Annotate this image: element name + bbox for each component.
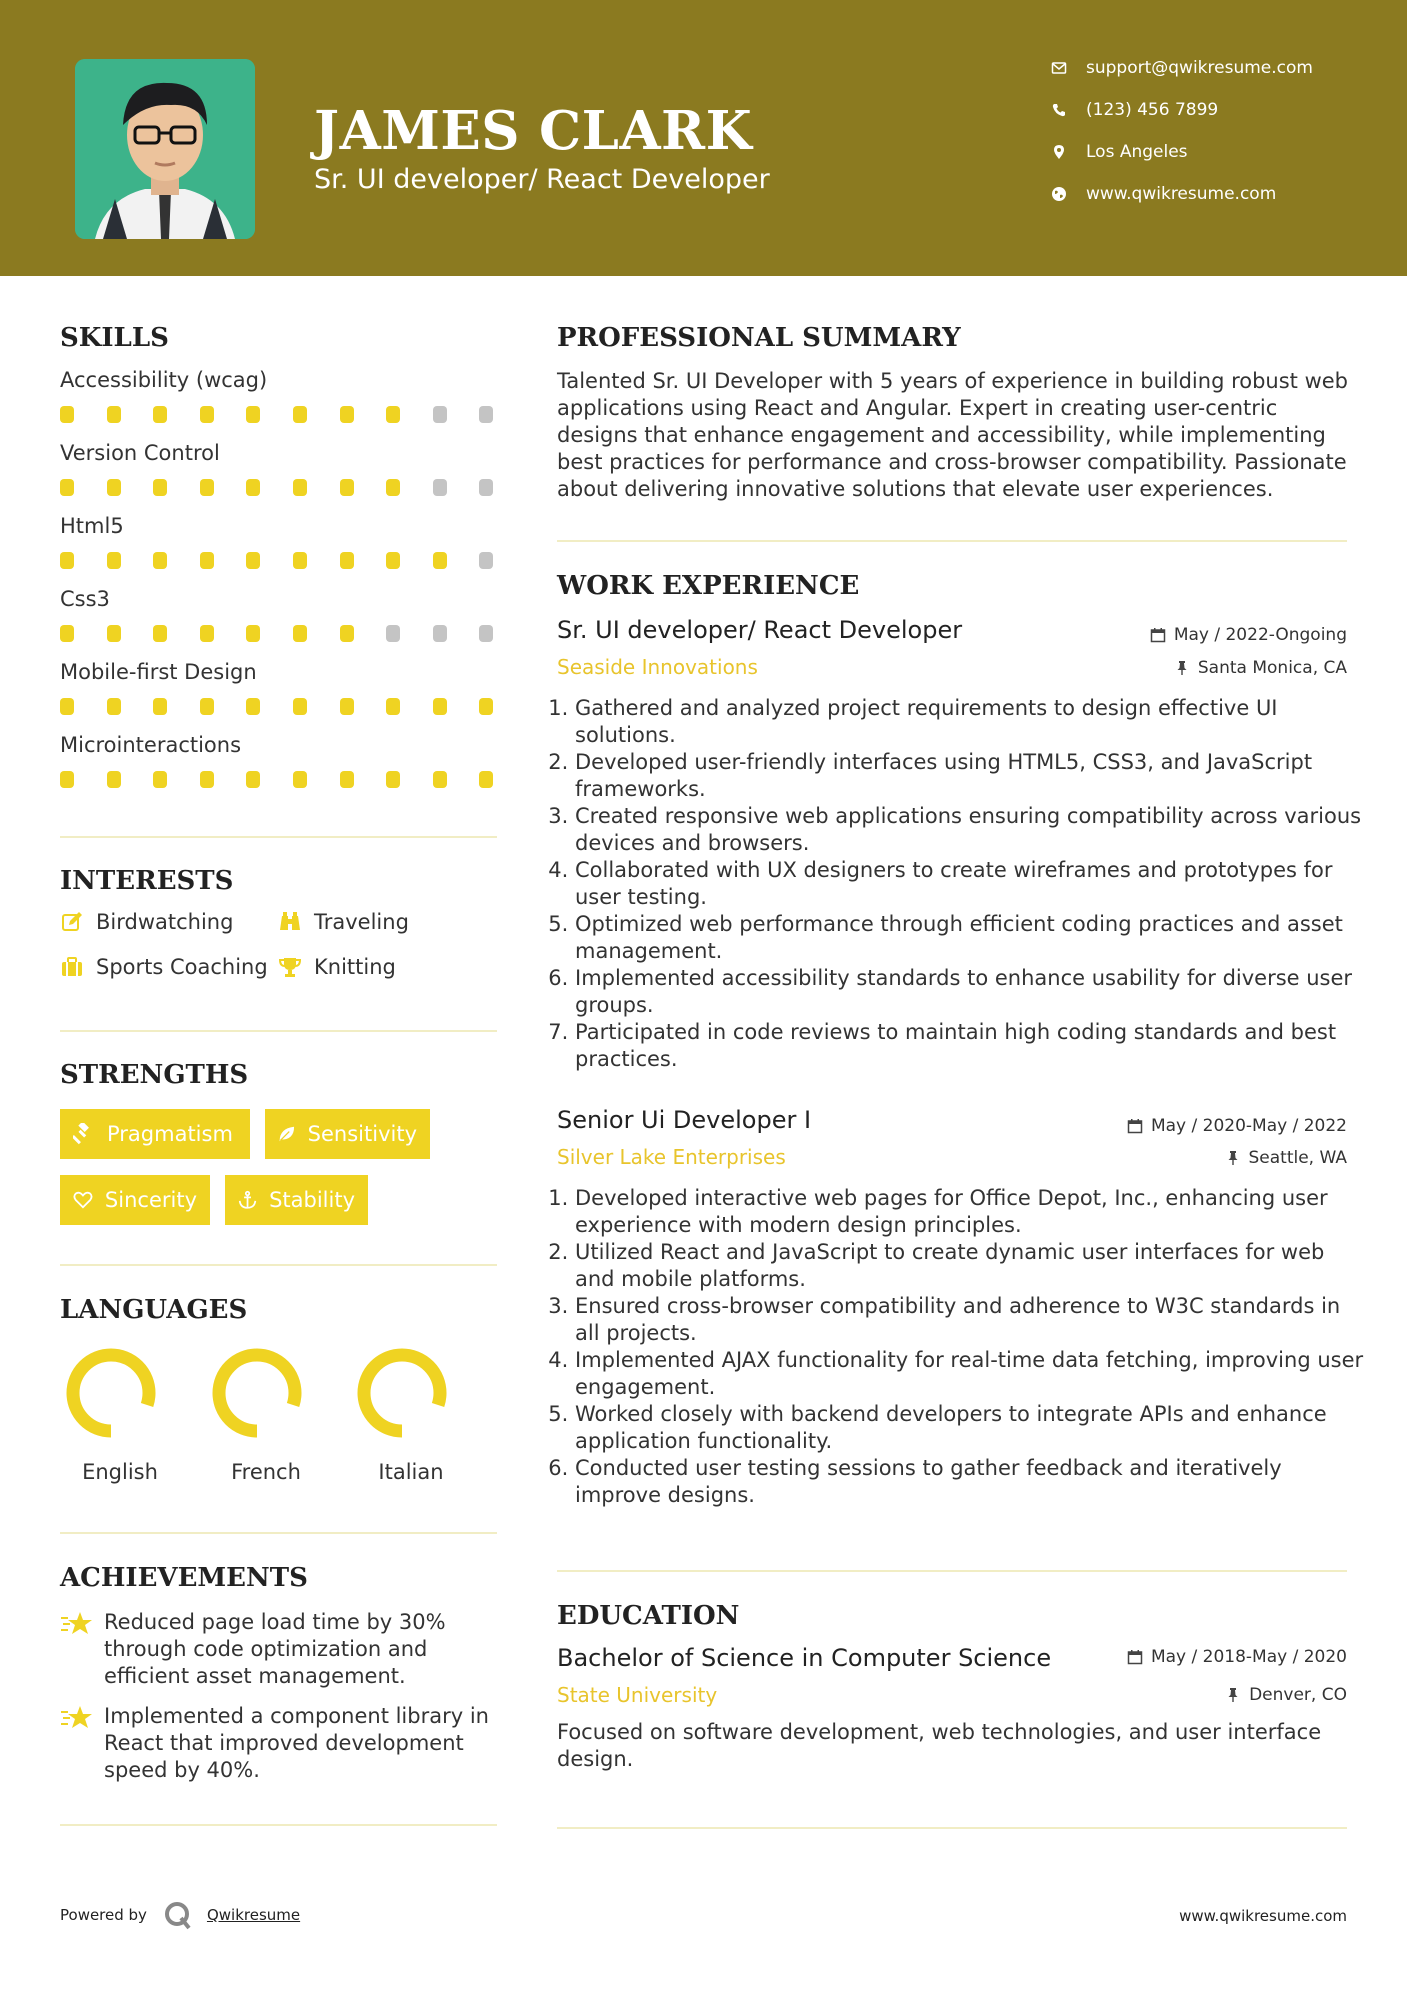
skill-rating-dot [246,698,260,715]
education-location [1225,1685,1347,1705]
job-location [1174,658,1347,678]
company-name: Seaside Innovations [557,655,758,679]
pushpin-icon [1174,660,1190,676]
skill-rating-dot [107,625,121,642]
skill-rating [60,771,500,789]
pushpin-icon [1225,1150,1241,1166]
interests-heading: INTERESTS [60,866,234,896]
interest-label: Sports Coaching [96,955,268,979]
interest-item [60,955,268,979]
skill-label: Microinteractions [60,733,242,757]
skill-rating-dot [479,771,493,788]
summary-heading: PROFESSIONAL SUMMARY [557,323,961,353]
education-dates [1127,1647,1347,1667]
skill-rating-dot [107,771,121,788]
skill-rating-dot [60,698,74,715]
skill-rating-dot [153,552,167,569]
phone-icon [1050,101,1068,119]
skill-rating-dot [60,479,74,496]
job-dates [1127,1116,1347,1136]
summary-text: Talented Sr. UI Developer with 5 years of experience in building robust web applications using React and Angular. Expert in creating user-centric designs that enhance engagement and accessibility, while implementing best practices for performance and cross-browser compatibility. Passionate about delivering innovative solutions that elevate user experiences. [557,369,1349,501]
interest-label: Birdwatching [96,910,234,934]
anchor-icon [238,1189,257,1211]
skill-rating-dot [246,406,260,423]
job-bullet: 2. Utilized React and JavaScript to create dynamic user interfaces for web and mobile platforms. [575,1239,1365,1293]
job-location-text: Seattle, WA [1248,1148,1347,1168]
strength-label: Sensitivity [307,1122,417,1146]
education-heading: EDUCATION [557,1601,740,1631]
skill-rating-dot [340,552,354,569]
language-level-arc [73,1355,149,1431]
achievements-divider [60,1824,497,1826]
achievement-text: Implemented a component library in React that improved development speed by 40%. [104,1704,489,1782]
school-name: State University [557,1683,718,1707]
skill-rating-dot [386,771,400,788]
skill-rating-dot [246,479,260,496]
skill-rating-dot [246,625,260,642]
job-bullet: 1. Gathered and analyzed project requirements to design effective UI solutions. [575,695,1365,749]
job-dates-text: May / 2020-May / 2022 [1150,1116,1347,1136]
languages-heading: LANGUAGES [60,1295,248,1325]
language-level-ring [211,1347,303,1439]
strengths-heading: STRENGTHS [60,1060,249,1090]
skill-rating-dot [293,625,307,642]
strength-badge [265,1109,430,1159]
skill-rating-dot [386,698,400,715]
skill-rating-dot [200,698,214,715]
skill-rating-dot [293,698,307,715]
skill-rating-dot [479,479,493,496]
skill-rating [60,406,500,424]
skill-rating-dot [433,698,447,715]
candidate-title: Sr. UI developer/ React Developer [314,164,770,195]
job-bullets [557,1185,1365,1509]
job-bullet: 5. Worked closely with backend developers to integrate APIs and enhance application functionality. [575,1401,1365,1455]
skill-rating-dot [479,406,493,423]
skill-rating-dot [479,552,493,569]
job-title: Sr. UI developer/ React Developer [557,616,963,644]
skill-rating-dot [246,771,260,788]
skill-rating-dot [60,552,74,569]
strength-label: Pragmatism [107,1122,233,1146]
skill-label: Version Control [60,441,220,465]
star-icon [60,1609,94,1639]
calendar-icon [1127,1118,1143,1134]
job-bullets [557,695,1365,1073]
pushpin-icon [1225,1687,1241,1703]
skill-rating [60,698,500,716]
leaf-icon [278,1123,296,1145]
skill-rating-dot [200,479,214,496]
language-label: English [82,1460,158,1484]
star-icon [60,1703,94,1733]
skill-rating-dot [433,406,447,423]
job-bullet: 6. Implemented accessibility standards to enhance usability for diverse user groups. [575,965,1365,1019]
job-bullet: 2. Developed user-friendly interfaces using HTML5, CSS3, and JavaScript frameworks. [575,749,1365,803]
skill-rating-dot [433,479,447,496]
language-level-arc [219,1355,295,1431]
contact-location-text: Los Angeles [1086,142,1188,162]
skill-rating-dot [433,771,447,788]
education-location-text: Denver, CO [1249,1685,1347,1705]
qwikresume-link[interactable]: Qwikresume [206,1906,301,1924]
envelope-icon [1050,59,1068,77]
strength-badge [60,1175,210,1225]
contact-phone[interactable] [1050,100,1218,120]
candidate-name: JAMES CLARK [314,100,753,162]
achievement-item [60,1609,500,1690]
education-divider [557,1827,1347,1829]
skill-rating-dot [386,479,400,496]
skill-rating-dot [60,625,74,642]
skill-rating-dot [293,552,307,569]
calendar-icon [1127,1649,1143,1665]
language-label: Italian [378,1460,444,1484]
language-level-arc [364,1355,440,1431]
contact-website-text: www.qwikresume.com [1086,184,1277,204]
skill-rating-dot [153,406,167,423]
skill-rating-dot [200,625,214,642]
job-bullet: 6. Conducted user testing sessions to gather feedback and iteratively improve designs. [575,1455,1365,1509]
qwikresume-logo-icon [163,1900,193,1930]
skill-rating-dot [340,625,354,642]
skill-rating-dot [107,479,121,496]
interest-item [278,910,409,934]
profile-avatar-illustration [75,59,255,239]
education-description: Focused on software development, web technologies, and user interface design. [557,1720,1322,1771]
contact-email-text: support@qwikresume.com [1086,58,1313,78]
skills-divider [60,836,497,838]
skill-rating-dot [293,479,307,496]
job-location [1225,1148,1348,1168]
briefcase-icon [60,955,86,979]
interest-item [60,910,233,934]
achievement-item [60,1703,500,1784]
skill-rating-dot [107,406,121,423]
interest-label: Knitting [314,955,396,979]
skill-rating-dot [293,406,307,423]
skill-rating-dot [153,771,167,788]
skill-rating [60,479,500,497]
skill-rating-dot [200,406,214,423]
achievements-heading: ACHIEVEMENTS [60,1563,308,1593]
language-level-ring [356,1347,448,1439]
skills-heading: SKILLS [60,323,169,353]
skill-rating-dot [107,552,121,569]
job-bullet: 1. Developed interactive web pages for Office Depot, Inc., enhancing user experience with modern design principles. [575,1185,1365,1239]
skill-rating-dot [386,406,400,423]
strength-badge [60,1109,250,1159]
skill-rating-dot [340,479,354,496]
language-level-ring [65,1347,157,1439]
interest-label: Traveling [314,910,409,934]
skill-label: Css3 [60,587,110,611]
job-bullet: 4. Implemented AJAX functionality for real-time data fetching, improving user engagement. [575,1347,1365,1401]
skill-label: Accessibility (wcag) [60,368,268,392]
contact-email[interactable] [1050,58,1313,78]
company-name: Silver Lake Enterprises [557,1145,786,1169]
language-label: French [231,1460,301,1484]
skill-rating-dot [386,552,400,569]
achievement-text: Reduced page load time by 30% through code optimization and efficient asset management. [104,1610,446,1688]
skill-label: Html5 [60,514,124,538]
skill-rating-dot [340,771,354,788]
skill-rating-dot [340,406,354,423]
work-divider [557,1570,1347,1572]
job-bullet: 5. Optimized web performance through efficient coding practices and asset management. [575,911,1365,965]
skill-rating [60,552,500,570]
job-dates-text: May / 2022-Ongoing [1173,625,1347,645]
skill-rating-dot [386,625,400,642]
strength-label: Sincerity [104,1188,197,1212]
strength-badge [225,1175,368,1225]
skill-rating-dot [153,698,167,715]
skill-rating-dot [340,698,354,715]
job-bullet: 4. Collaborated with UX designers to create wireframes and prototypes for user testing. [575,857,1365,911]
interests-divider [60,1030,497,1032]
skill-rating-dot [200,552,214,569]
binoculars-icon [278,910,304,934]
gavel-icon [73,1123,95,1145]
footer-website[interactable]: www.qwikresume.com [1179,1907,1347,1925]
skill-rating-dot [153,625,167,642]
powered-by-label: Powered by [60,1906,147,1924]
skill-rating [60,625,500,643]
skill-rating-dot [107,698,121,715]
edit-icon [60,910,86,934]
skill-rating-dot [433,625,447,642]
strengths-divider [60,1264,497,1266]
calendar-icon [1150,627,1166,643]
education-dates-text: May / 2018-May / 2020 [1150,1647,1347,1667]
skill-rating-dot [479,625,493,642]
heart-icon [73,1189,93,1211]
resume-header [0,0,1407,276]
skill-rating-dot [60,406,74,423]
job-bullet: 3. Created responsive web applications ensuring compatibility across various devices and browsers. [575,803,1365,857]
skill-rating-dot [153,479,167,496]
summary-divider [557,540,1347,542]
skill-rating-dot [200,771,214,788]
contact-phone-text: (123) 456 7899 [1086,100,1219,120]
job-title: Senior Ui Developer I [557,1106,812,1134]
skill-rating-dot [479,698,493,715]
profile-photo [75,59,255,239]
skill-rating-dot [60,771,74,788]
globe-icon [1050,185,1068,203]
trophy-icon [278,955,304,979]
job-bullet: 3. Ensured cross-browser compatibility and adherence to W3C standards in all projects. [575,1293,1365,1347]
interest-item [278,955,396,979]
job-dates [1150,625,1347,645]
job-bullet: 7. Participated in code reviews to maintain high coding standards and best practices. [575,1019,1365,1073]
work-heading: WORK EXPERIENCE [557,571,860,601]
contact-website[interactable] [1050,184,1276,204]
skill-rating-dot [293,771,307,788]
strength-label: Stability [269,1188,355,1212]
contact-location [1050,142,1188,162]
map-pin-icon [1050,143,1068,161]
job-location-text: Santa Monica, CA [1197,658,1347,678]
degree-title: Bachelor of Science in Computer Science [557,1644,1052,1672]
skill-label: Mobile-first Design [60,660,257,684]
languages-divider [60,1532,497,1534]
skill-rating-dot [433,552,447,569]
footer-powered-by [60,1900,300,1930]
skill-rating-dot [246,552,260,569]
